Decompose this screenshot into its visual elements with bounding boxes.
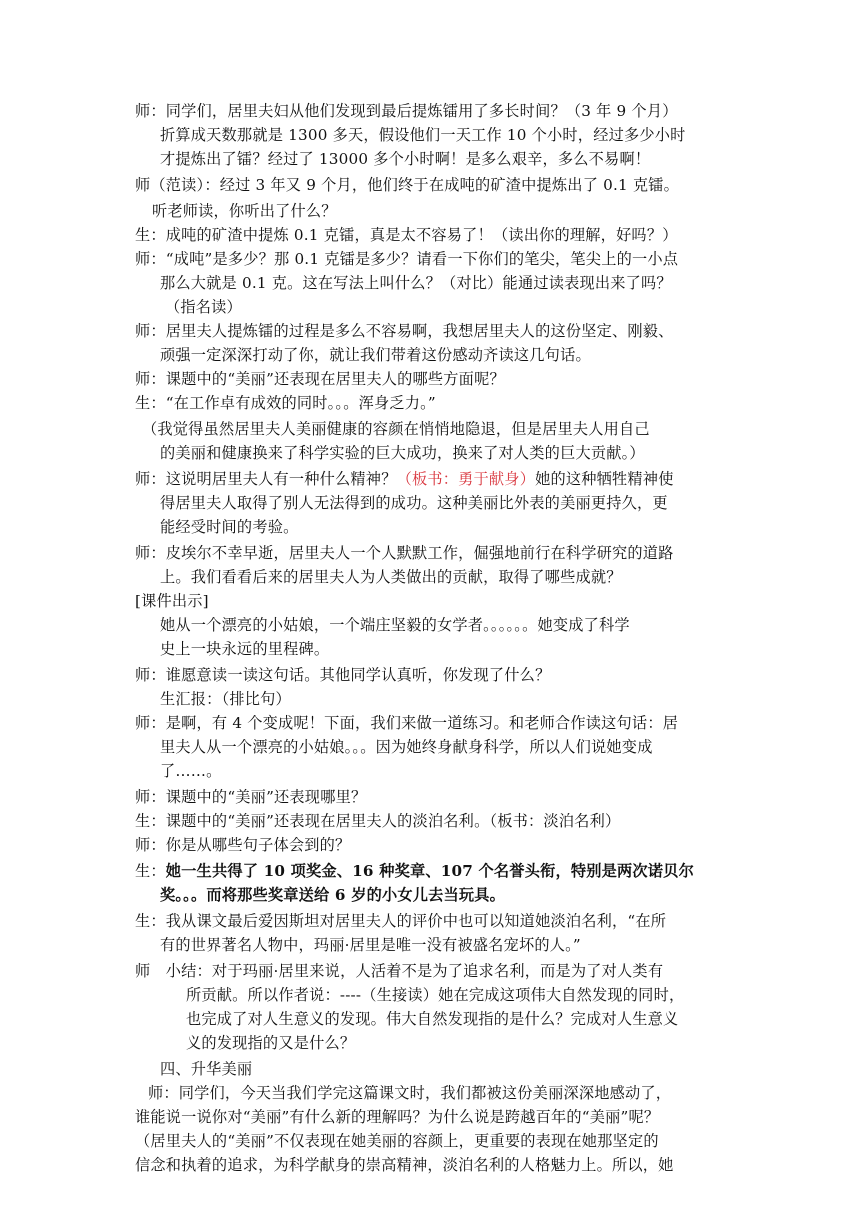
text-segment: 师：你是从哪些句子体会到的？ bbox=[135, 836, 351, 854]
text-line bbox=[135, 224, 678, 248]
text-line bbox=[135, 810, 620, 834]
text-line bbox=[135, 542, 674, 566]
text-line bbox=[135, 590, 209, 614]
text-segment: 了……。 bbox=[160, 762, 222, 780]
text-line bbox=[160, 124, 686, 148]
text-segment: 信念和执着的追求，为科学献身的崇高精神，淡泊名利的人格魅力上。所以，她 bbox=[135, 1156, 674, 1174]
text-line bbox=[142, 418, 650, 442]
text-segment: 里夫人从一个漂亮的小姑娘。。。因为她终身献身科学，所以人们说她变成 bbox=[160, 738, 653, 756]
text-line bbox=[160, 736, 653, 760]
text-segment: 上。我们看看后来的居里夫人为人类做出的贡献，取得了哪些成就？ bbox=[160, 568, 622, 586]
text-segment: 师 小结：对于玛丽·居里来说，人活着不是为了追求名利，而是为了对人类有 bbox=[135, 962, 664, 980]
text-segment: 生： bbox=[135, 862, 166, 880]
text-line bbox=[160, 516, 299, 540]
text-line bbox=[186, 1032, 355, 1056]
text-line bbox=[160, 148, 650, 172]
text-segment: 生：我从课文最后爱因斯坦对居里夫人的评价中也可以知道她淡泊名利，“在所 bbox=[135, 912, 667, 930]
text-line bbox=[165, 296, 242, 320]
text-line bbox=[186, 984, 684, 1008]
text-line bbox=[160, 272, 672, 296]
text-segment: 她的这种牺牲精神使 bbox=[535, 470, 674, 488]
text-line bbox=[135, 910, 666, 934]
text-segment: 师：谁愿意读一读这句话。其他同学认真听，你发现了什么？ bbox=[135, 666, 551, 684]
text-segment: 生汇报：（排比句） bbox=[160, 690, 291, 708]
bold-quote: 奖。。。而将那些奖章送给 6 岁的小女儿去当玩具。 bbox=[160, 886, 506, 904]
text-line bbox=[135, 468, 674, 492]
text-segment: 史上一块永远的里程碑。 bbox=[160, 640, 330, 658]
text-segment: [课件出示] bbox=[135, 592, 209, 610]
text-segment: 能经受时间的考验。 bbox=[160, 518, 299, 536]
text-segment: 所贡献。所以作者说：----（生接读）她在完成这项伟大自然发现的同时， bbox=[186, 986, 685, 1004]
text-line bbox=[152, 200, 337, 224]
text-line bbox=[160, 442, 645, 466]
text-segment: 才提炼出了镭？经过了 13000 多个小时啊！是多么艰辛，多么不易啊！ bbox=[160, 150, 651, 168]
text-segment: 义的发现指的又是什么？ bbox=[186, 1034, 356, 1052]
text-line bbox=[160, 688, 291, 712]
text-segment: 师（范读）：经过 3 年又 9 个月，他们终于在成吨的矿渣中提炼出了 0.1 克镭。 bbox=[135, 176, 680, 194]
text-line bbox=[160, 492, 668, 516]
text-segment: 谁能说一说你对“美丽”有什么新的理解吗？为什么说是跨越百年的“美丽”呢？ bbox=[135, 1108, 660, 1126]
text-line bbox=[160, 614, 630, 638]
text-segment: 师：皮埃尔不幸早逝，居里夫人一个人默默工作，倔强地前行在科学研究的道路 bbox=[135, 544, 674, 562]
text-segment: 有的世界著名人物中，玛丽·居里是唯一没有被盛名宠坏的人。” bbox=[160, 936, 581, 954]
text-line bbox=[135, 248, 678, 272]
text-segment: （我觉得虽然居里夫人美丽健康的容颜在悄悄地隐退，但是居里夫人用自己 bbox=[142, 420, 650, 438]
text-line bbox=[135, 174, 679, 198]
text-segment: 师：课题中的“美丽”还表现哪里？ bbox=[135, 788, 367, 806]
text-line bbox=[160, 1058, 252, 1082]
text-line bbox=[135, 1154, 674, 1178]
text-segment: （居里夫人的“美丽”不仅表现在她美丽的容颜上，更重要的表现在她那坚定的 bbox=[135, 1132, 659, 1150]
text-line bbox=[135, 664, 550, 688]
text-segment: 师：这说明居里夫人有一种什么精神？ bbox=[135, 470, 397, 488]
text-segment: 师：同学们，居里夫妇从他们发现到最后提炼镭用了多长时间？（3 年 9 个月） bbox=[135, 102, 678, 120]
text-line bbox=[135, 1130, 659, 1154]
text-line bbox=[135, 392, 436, 416]
text-line bbox=[135, 1106, 659, 1130]
text-segment: 师：居里夫人提炼镭的过程是多么不容易啊，我想居里夫人的这份坚定、刚毅、 bbox=[135, 322, 674, 340]
text-segment: 她从一个漂亮的小姑娘，一个端庄坚毅的女学者。。。。。。她变成了科学 bbox=[160, 616, 630, 634]
text-line bbox=[135, 320, 674, 344]
text-line bbox=[135, 100, 678, 124]
text-line bbox=[135, 368, 505, 392]
text-segment: 四、升华美丽 bbox=[160, 1060, 253, 1078]
text-segment: 生：“在工作卓有成效的同时。。。浑身乏力。” bbox=[135, 394, 436, 412]
text-line bbox=[135, 960, 663, 984]
text-segment: 师：“成吨”是多少？那 0.1 克镭是多少？请看一下你们的笔尖，笔尖上的一小点 bbox=[135, 250, 679, 268]
board-note-highlight: （板书：勇于献身） bbox=[396, 470, 536, 488]
text-line bbox=[160, 344, 591, 368]
text-segment: 听老师读，你听出了什么？ bbox=[152, 202, 337, 220]
text-segment: 得居里夫人取得了别人无法得到的成功。这种美丽比外表的美丽更持久，更 bbox=[160, 494, 668, 512]
text-segment: 师：同学们，今天当我们学完这篇课文时，我们都被这份美丽深深地感动了， bbox=[148, 1084, 672, 1102]
text-segment: 师：课题中的“美丽”还表现在居里夫人的哪些方面呢？ bbox=[135, 370, 505, 388]
text-line bbox=[135, 712, 678, 736]
text-line bbox=[160, 566, 622, 590]
text-segment: 也完成了对人生意义的发现。伟大自然发现指的是什么？完成对人生意义 bbox=[186, 1010, 679, 1028]
text-segment: 那么大就是 0.1 克。这在写法上叫什么？（对比）能通过读表现出来了吗？ bbox=[160, 274, 672, 292]
text-line bbox=[135, 860, 694, 884]
text-line bbox=[160, 934, 581, 958]
text-line bbox=[135, 834, 350, 858]
text-segment: 折算成天数那就是 1300 多天，假设他们一天工作 10 个小时，经过多少小时 bbox=[160, 126, 686, 144]
text-line bbox=[160, 638, 329, 662]
text-segment: 生：成吨的矿渣中提炼 0.1 克镭，真是太不容易了！（读出你的理解，好吗？） bbox=[135, 226, 678, 244]
text-segment: 生：课题中的“美丽”还表现在居里夫人的淡泊名利。（板书：淡泊名利） bbox=[135, 812, 621, 830]
text-segment: 的美丽和健康换来了科学实验的巨大成功，换来了对人类的巨大贡献。） bbox=[160, 444, 645, 462]
text-segment: 师：是啊，有 4 个变成呢！下面，我们来做一道练习。和老师合作读这句话：居 bbox=[135, 714, 679, 732]
text-line bbox=[148, 1082, 671, 1106]
text-line bbox=[186, 1008, 678, 1032]
text-line bbox=[135, 786, 366, 810]
bold-quote: 她一生共得了 10 项奖金、16 种奖章、107 个名誉头衔，特别是两次诺贝尔 bbox=[165, 862, 694, 880]
text-segment: 顽强一定深深打动了你，就让我们带着这份感动齐读这几句话。 bbox=[160, 346, 591, 364]
text-line bbox=[160, 760, 222, 784]
text-segment: （指名读） bbox=[165, 298, 242, 316]
text-line bbox=[160, 884, 505, 908]
